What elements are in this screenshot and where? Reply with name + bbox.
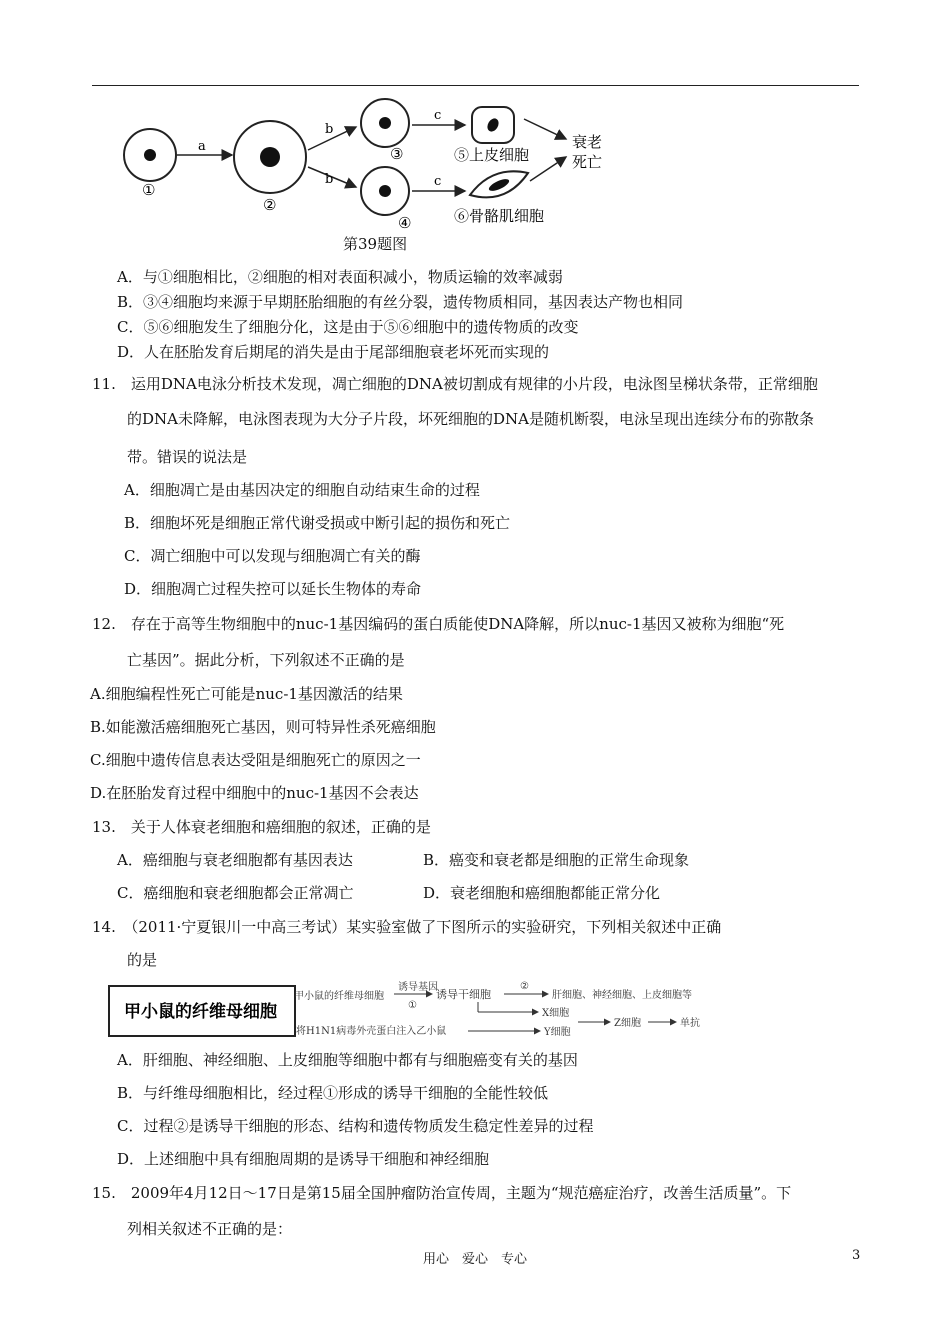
page-number: 3 [852,1248,861,1263]
q14-option-b: B．与纤维母细胞相比，经过程①形成的诱导干细胞的全能性较低 [117,1084,549,1102]
differentiated-cells-label: 肝细胞、神经细胞、上皮细胞等 [552,990,692,1001]
step2-label: ② [520,981,529,992]
cell-4-label: ④ [398,214,412,232]
q11-option-b: B．细胞坏死是细胞正常代谢受损或中断引起的损伤和死亡 [124,514,511,532]
arrow-a-label: a [198,139,206,154]
q13-stem: 13. 关于人体衰老细胞和癌细胞的叙述，正确的是 [92,818,431,836]
cell-6-nucleus [487,177,510,194]
fibroblast-small-label: 甲小鼠的纤维母细胞 [294,991,384,1002]
cell-3-nucleus [379,117,391,129]
h1n1-label: 将H1N1病毒外壳蛋白注入乙小鼠 [296,1026,447,1037]
q13-option-c: C．癌细胞和衰老细胞都会正常凋亡 [117,884,354,902]
arrow-c-upper-label: c [434,108,442,123]
death-label: 死亡 [572,153,603,171]
q12-stem-line2: 亡基因”。据此分析，下列叙述不正确的是 [127,651,405,669]
q10-option-d: D．人在胚胎发育后期尾的消失是由于尾部细胞衰老坏死而实现的 [117,343,550,361]
q13-option-b: B．癌变和衰老都是细胞的正常生命现象 [423,851,690,869]
footer-slogan: 用心 爱心 专心 [422,1252,527,1267]
q14-option-a: A．肝细胞、神经细胞、上皮细胞等细胞中都有与细胞癌变有关的基因 [117,1051,578,1069]
q10-option-b: B．③④细胞均来源于早期胚胎细胞的有丝分裂，遗传物质相同，基因表达产物也相同 [117,293,684,311]
ips-label: 诱导干细胞 [436,988,491,1001]
fibroblast-box-label: 甲小鼠的纤维母细胞 [124,1002,277,1022]
q11-option-c: C．凋亡细胞中可以发现与细胞凋亡有关的酶 [124,547,421,565]
y-cell-label: Y细胞 [544,1027,571,1038]
cell-6-label: ⑥骨骼肌细胞 [454,207,545,225]
mab-label: 单抗 [680,1018,700,1029]
q11-stem-line1: 11. 运用DNA电泳分析技术发现，凋亡细胞的DNA被切割成有规律的小片段，电泳图呈梯状条带，正常细胞 [92,375,818,393]
cell-1-label: ① [142,181,156,199]
cell-1-nucleus [144,149,156,161]
q12-option-c: C.细胞中遗传信息表达受阻是细胞死亡的原因之一 [90,751,421,769]
cell-development-diagram [120,95,620,255]
header-rule [92,85,859,86]
cell-5-nucleus [485,116,501,133]
cell-5-label: ⑤上皮细胞 [454,146,530,164]
arrow-b-lower-label: b [325,172,334,187]
induce-gene-label: 诱导基因 [398,982,438,993]
z-cell-label: Z细胞 [614,1018,641,1029]
x-cell-label: X细胞 [542,1008,570,1019]
q10-option-a: A．与①细胞相比，②细胞的相对表面积减小，物质运输的效率减弱 [117,268,563,286]
q11-option-d: D．细胞凋亡过程失控可以延长生物体的寿命 [124,580,422,598]
cell-3-label: ③ [390,145,404,163]
q10-option-c: C．⑤⑥细胞发生了细胞分化，这是由于⑤⑥细胞中的遗传物质的改变 [117,318,579,336]
arrow-c-lower-label: c [434,174,442,189]
q12-stem-line1: 12. 存在于高等生物细胞中的nuc-1基因编码的蛋白质能使DNA降解，所以nuc-1基因又被称为细胞“死 [92,615,785,633]
q12-option-d: D.在胚胎发育过程中细胞中的nuc-1基因不会表达 [90,784,419,802]
q14-option-c: C．过程②是诱导干细胞的形态、结构和遗传物质发生稳定性差异的过程 [117,1117,594,1135]
q11-stem-line2: 的DNA未降解，电泳图表现为大分子片段，坏死细胞的DNA是随机断裂，电泳呈现出连续分布的弥散条 [127,410,814,428]
cell-4-nucleus [379,185,391,197]
cell-2-label: ② [263,196,277,214]
q13-option-d: D．衰老细胞和癌细胞都能正常分化 [423,884,661,902]
arrow-to-senescence-lower [530,157,566,181]
figure-caption: 第39题图 [343,235,408,253]
step1-label: ① [408,1000,417,1011]
q11-option-a: A．细胞凋亡是由基因决定的细胞自动结束生命的过程 [124,481,480,499]
q15-stem-line2: 列相关叙述不正确的是： [127,1220,293,1238]
q13-option-a: A．癌细胞与衰老细胞都有基因表达 [117,851,353,869]
senescence-label: 衰老 [572,133,603,151]
q12-option-a: A.细胞编程性死亡可能是nuc-1基因激活的结果 [90,685,403,703]
q12-option-b: B.如能激活癌细胞死亡基因，则可特异性杀死癌细胞 [90,718,436,736]
q14-stem-line2: 的是 [127,951,158,969]
arrow-to-senescence-upper [524,119,566,139]
q14-stem-line1: 14. （2011·宁夏银川一中高三考试）某实验室做了下图所示的实验研究，下列相关叙述中正确 [92,918,722,936]
arrow-b-upper-label: b [325,122,334,137]
q14-option-d: D．上述细胞中具有细胞周期的是诱导干细胞和神经细胞 [117,1150,490,1168]
cell-2-nucleus [260,147,280,167]
q15-stem-line1: 15. 2009年4月12日～17日是第15届全国肿瘤防治宣传周，主题为“规范癌症治疗，改善生活质量”。下 [92,1184,792,1202]
experiment-flow-diagram [108,974,728,1044]
q11-stem-line3: 带。错误的说法是 [127,448,248,466]
